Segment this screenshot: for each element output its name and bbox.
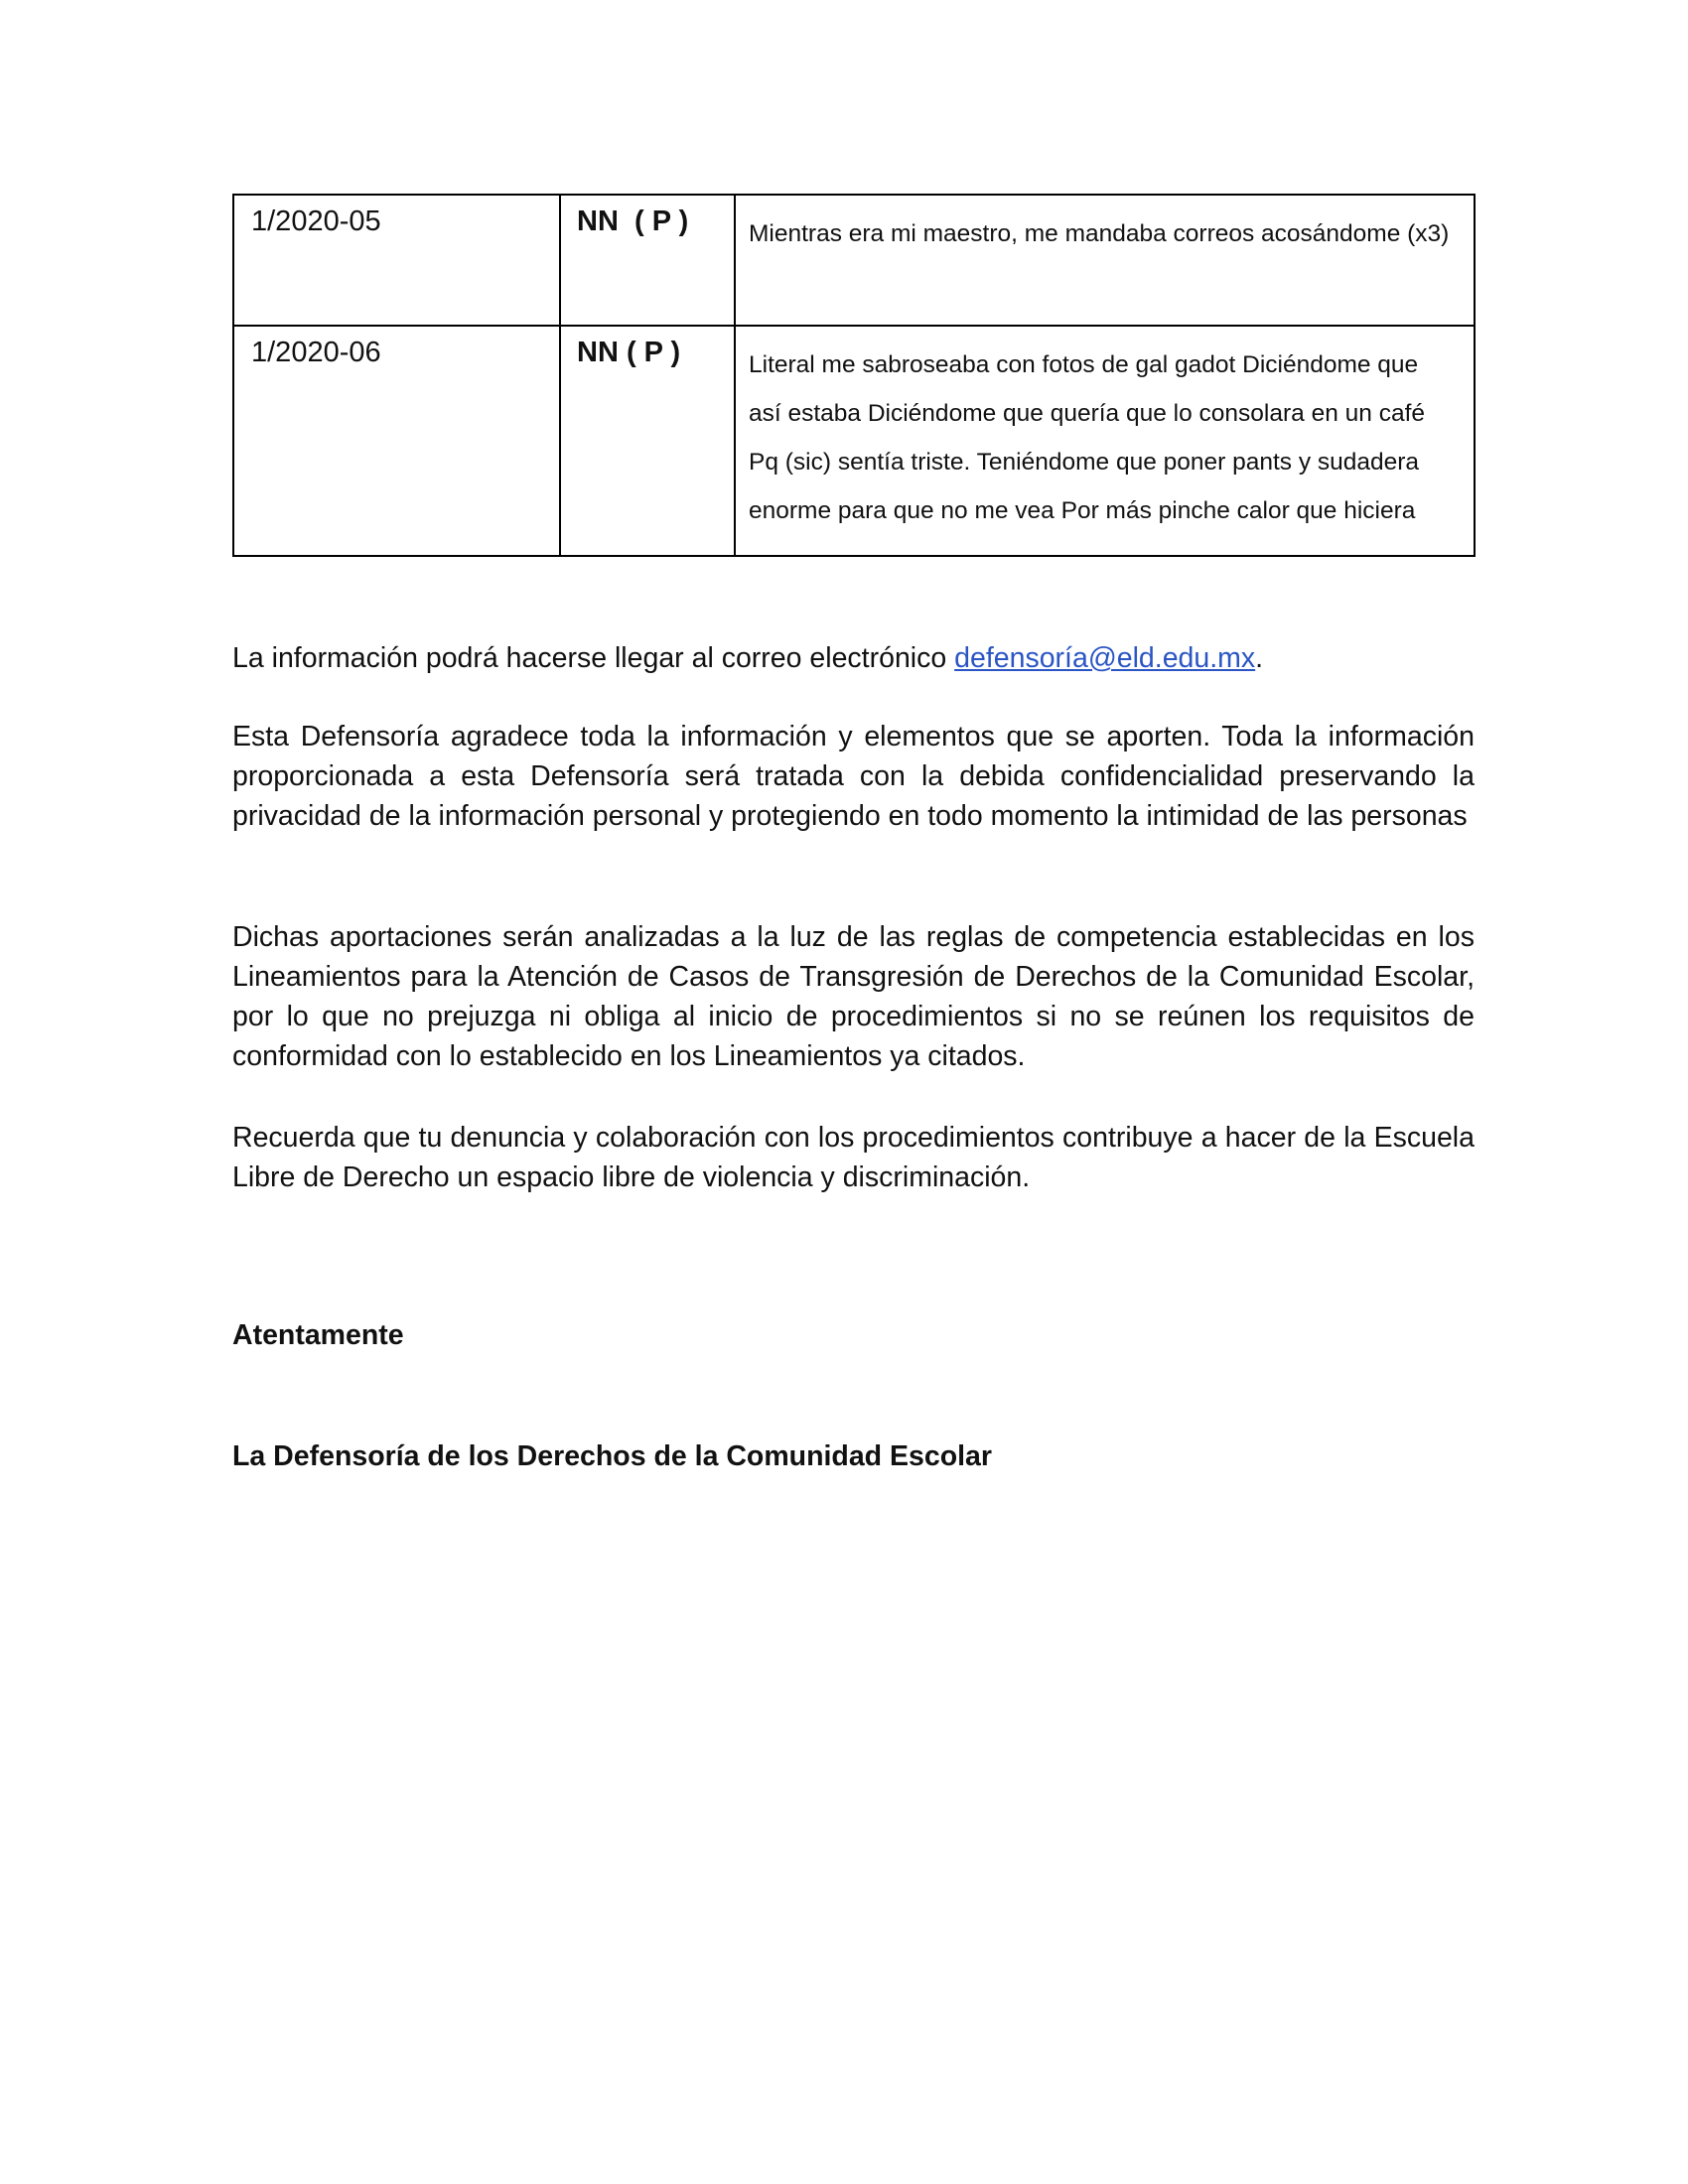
confidentiality-paragraph: Esta Defensoría agradece toda la información y elementos que se aporten. Toda la información proporcionada a esta Defensoría será tratada con la debida confidencialidad preservando la privacidad de la información personal y protegiendo en todo momento la intimidad de las personas <box>232 721 1475 832</box>
table-row <box>233 195 1475 326</box>
case-id: 1/2020-05 <box>251 205 381 237</box>
table-row <box>233 326 1475 556</box>
closing-signature: La Defensoría de los Derechos de la Comunidad Escolar <box>232 1440 992 1472</box>
case-code-cell <box>560 326 735 556</box>
contact-paragraph <box>232 638 1475 678</box>
case-description: Mientras era mi maestro, me mandaba correos acosándome (x3) <box>749 220 1450 247</box>
case-description-cell <box>735 195 1475 326</box>
contact-period: . <box>1255 642 1264 674</box>
case-description-cell <box>735 326 1475 556</box>
case-code: NN ( P ) <box>577 205 689 237</box>
case-id-cell <box>233 195 560 326</box>
case-id-cell <box>233 326 560 556</box>
case-id: 1/2020-06 <box>251 337 381 368</box>
reminder-paragraph: Recuerda que tu denuncia y colaboración con los procedimientos contribuye a hacer de la Escuela Libre de Derecho un espacio libre de violencia y discriminación. <box>232 1122 1475 1193</box>
analysis-paragraph: Dichas aportaciones serán analizadas a la luz de las reglas de competencia establecidas en los Lineamientos para la Atención de Casos de Transgresión de Derechos de la Comunidad Escolar, por lo que no prejuzga ni obliga al inicio de procedimientos si no se reúnen los requisitos de conformidad con lo establecido en los Lineamientos ya citados. <box>232 921 1475 1072</box>
case-description: Literal me sabroseaba con fotos de gal gadot Diciéndome que así estaba Diciéndome que quería que lo consolara en un café Pq (sic) sentía triste. Teniéndome que poner pants y sudadera enorme para que no me vea Por más pinche calor que hiciera <box>749 351 1426 524</box>
email-link[interactable]: defensoría@eld.edu.mx <box>954 642 1256 674</box>
contact-text: La información podrá hacerse llegar al correo electrónico <box>232 642 955 674</box>
cases-table <box>232 194 1476 557</box>
case-code: NN ( P ) <box>577 337 681 368</box>
closing-greeting: Atentamente <box>232 1319 404 1351</box>
case-code-cell <box>560 195 735 326</box>
